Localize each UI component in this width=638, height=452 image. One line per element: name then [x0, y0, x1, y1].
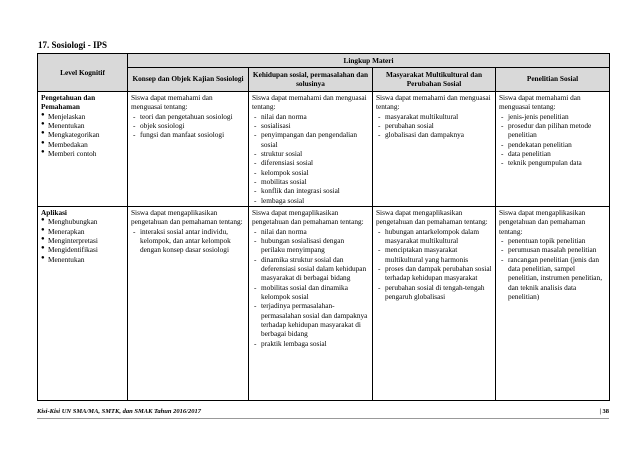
- cell-item: - praktik lembaga sosial: [252, 339, 369, 348]
- cell-item: - hubungan antarkelompok dalam masyarakat multikultural: [376, 227, 492, 246]
- level-item: ● Mengidentifikasi: [41, 245, 124, 254]
- cell-intro: Siswa dapat mengaplikasikan pengetahuan dan pemahaman tentang:: [131, 207, 243, 227]
- cell-item: - perubahan sosial: [376, 121, 492, 130]
- material-cell: [128, 92, 249, 207]
- level-cell: [38, 92, 128, 207]
- cell-item: - dinamika struktur sosial dan deferensiasi sosial dalam kehidupan masyarakat di berbagai bidang: [252, 255, 369, 283]
- cell-item: - struktur sosial: [252, 149, 369, 158]
- level-item: ● Menentukan: [41, 121, 124, 130]
- cell-item: - perumusan masalah penelitian: [499, 245, 606, 254]
- header-level-kognitif: Level Kognitif: [38, 54, 128, 92]
- level-title: Pengetahuan dan Pemahaman: [41, 93, 96, 112]
- level-item: ● Membedakan: [41, 140, 124, 149]
- level-item: ● Menghubungkan: [41, 217, 124, 226]
- cell-item: - proses dan dampak perubahan sosial terhadap kehidupan masyarakat: [376, 264, 492, 283]
- cell-item: - hubungan sosialisasi dengan perilaku menyimpang: [252, 236, 369, 255]
- footer-document-title: Kisi-Kisi UN SMA/MA, SMTK, dan SMAK Tahun 2016/2017: [37, 408, 201, 415]
- table-row: [38, 206, 610, 400]
- cell-item: - nilai dan norma: [252, 112, 369, 121]
- cell-item: - prosedur dan pilihan metode penelitian: [499, 121, 606, 140]
- cell-item: - data penelitian: [499, 149, 606, 158]
- cell-item: - rancangan penelitian (jenis dan data penelitian, sampel penelitian, instrumen penelitian, dan teknik analisis data penelitian): [499, 255, 606, 302]
- cell-item: - fungsi dan manfaat sosiologi: [131, 130, 245, 139]
- header-column: Kehidupan sosial, permasalahan dan solusinya: [249, 68, 373, 92]
- header-column: Masyarakat Multikultural dan Perubahan Sosial: [373, 68, 496, 92]
- cell-item: - mobilitas sosial: [252, 177, 369, 186]
- cell-item: - terjadinya permasalahan-permasalahan sosial dan dampaknya terhadap kehidupan masyarakat di berbagai bidang: [252, 301, 369, 338]
- cell-item: - sosialisasi: [252, 121, 369, 130]
- cell-intro: Siswa dapat memahami dan menguasai tentang:: [499, 93, 581, 112]
- level-item: ● Menginterpretasi: [41, 236, 124, 245]
- cell-item: - objek sosiologi: [131, 121, 245, 130]
- cell-item: - masyarakat multikultural: [376, 112, 492, 121]
- kisi-table: [37, 53, 610, 401]
- cell-item: - jenis-jenis penelitian: [499, 112, 606, 121]
- level-item: ● Menerapkan: [41, 227, 124, 236]
- cell-item: - konflik dan integrasi sosial: [252, 186, 369, 195]
- cell-item: - mobilitas sosial dan dinamika kelompok sosial: [252, 283, 369, 302]
- material-cell: [249, 206, 373, 400]
- header-column: Konsep dan Objek Kajian Sosiologi: [128, 68, 249, 92]
- cell-intro: Siswa dapat memahami dan menguasai tentang:: [131, 93, 213, 112]
- cell-intro: Siswa dapat memahami dan menguasai tentang:: [376, 93, 491, 112]
- material-cell: [373, 206, 496, 400]
- cell-intro: Siswa dapat mengaplikasikan pengetahuan dan pemahaman tentang:: [252, 207, 364, 227]
- cell-item: - diferensiasi sosial: [252, 158, 369, 167]
- cell-item: - kelompok sosial: [252, 168, 369, 177]
- cell-item: - lembaga sosial: [252, 196, 369, 205]
- page-footer: [37, 408, 609, 415]
- cell-item: - teknik pengumpulan data: [499, 158, 606, 167]
- level-item: ● Menentukan: [41, 255, 124, 264]
- cell-item: - interaksi sosial antar individu, kelompok, dan antar kelompok dengan konsep dasar sosiologi: [131, 227, 245, 255]
- material-cell: [373, 92, 496, 207]
- level-item: ● Menjelaskan: [41, 112, 124, 121]
- level-title: Aplikasi: [41, 207, 67, 217]
- section-title: 17. Sosiologi - IPS: [38, 40, 108, 50]
- cell-item: - pendekatan penelitian: [499, 140, 606, 149]
- footer-divider: [37, 418, 609, 419]
- material-cell: [128, 206, 249, 400]
- cell-item: - menciptakan masyarakat multikultural yang harmonis: [376, 245, 492, 264]
- cell-item: - penyimpangan dan pengendalian sosial: [252, 130, 369, 149]
- material-cell: [496, 92, 610, 207]
- cell-item: - nilai dan norma: [252, 227, 369, 236]
- cell-item: - penentuan topik penelitian: [499, 236, 606, 245]
- material-cell: [496, 206, 610, 400]
- level-item: ● Mengkategorikan: [41, 130, 124, 139]
- cell-intro: Siswa dapat mengaplikasikan pengetahuan dan pemahaman tentang:: [499, 207, 586, 236]
- cell-item: - teori dan pengetahuan sosiologi: [131, 112, 245, 121]
- level-item: ● Memberi contoh: [41, 149, 124, 158]
- page-number: | 38: [599, 408, 609, 415]
- cell-item: - globalisasi dan dampaknya: [376, 130, 492, 139]
- cell-intro: Siswa dapat mengaplikasikan pengetahuan dan pemahaman tentang:: [376, 207, 488, 227]
- cell-intro: Siswa dapat memahami dan menguasai tentang:: [252, 93, 367, 112]
- level-cell: [38, 206, 128, 400]
- cell-item: - perubahan sosial di tengah-tengah pengaruh globalisasi: [376, 283, 492, 302]
- table-row: [38, 92, 610, 207]
- material-cell: [249, 92, 373, 207]
- header-column: Penelitian Sosial: [496, 68, 610, 92]
- header-lingkup-materi: Lingkup Materi: [128, 54, 610, 68]
